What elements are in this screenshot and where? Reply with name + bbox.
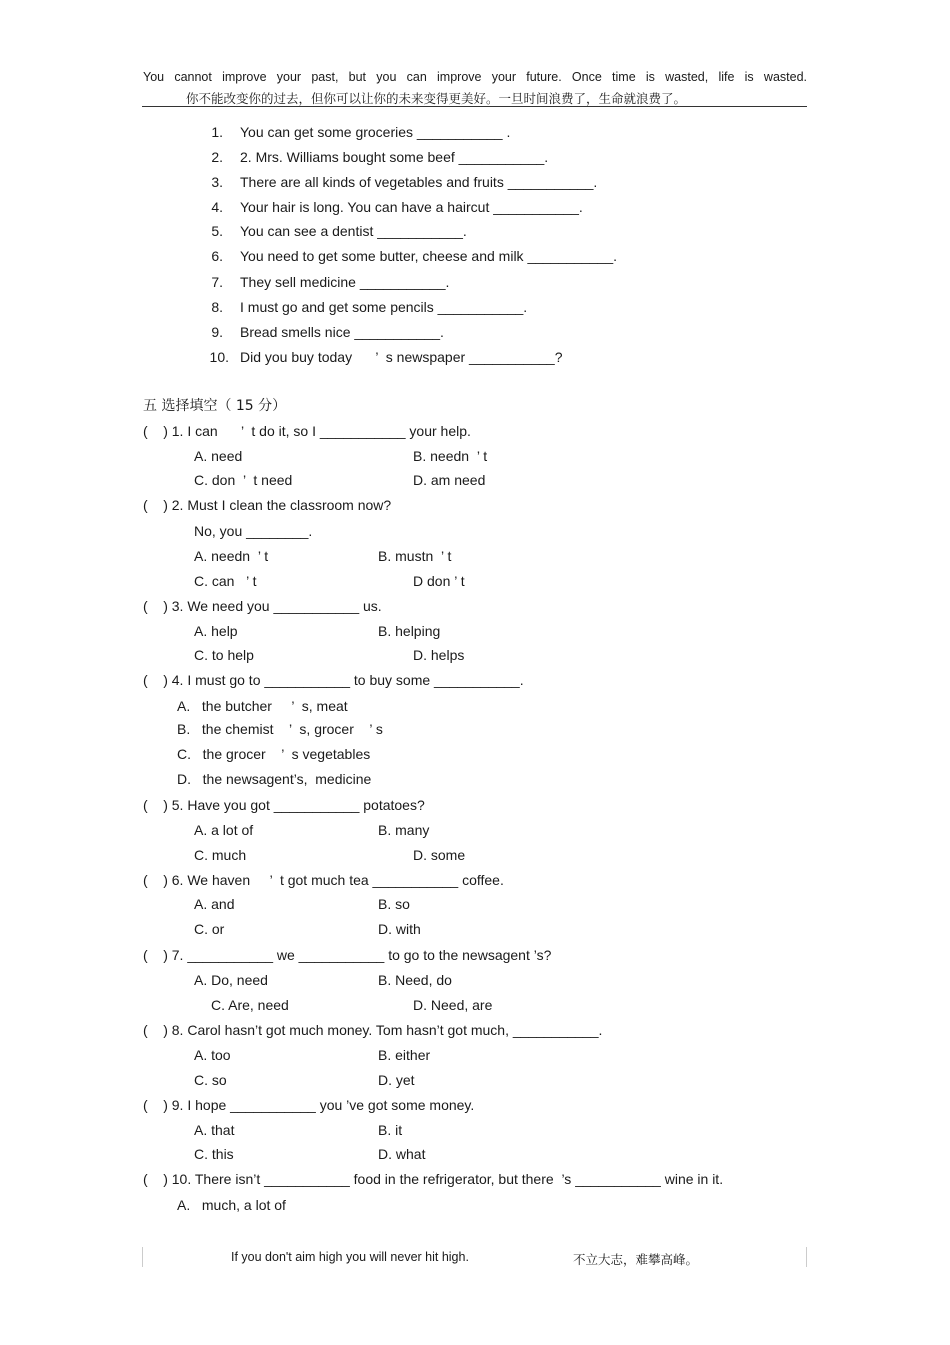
option-c: C. to help (194, 647, 254, 663)
fill-item-number: 8. (211, 299, 223, 315)
option-a: A. help (194, 623, 238, 639)
fill-item-text: There are all kinds of vegetables and fruits ___________. (240, 174, 598, 190)
option-d: D. yet (378, 1072, 415, 1088)
option-a: A. too (194, 1047, 231, 1063)
header-quote-chinese: 你不能改变你的过去，但你可以让你的未来变得更美好。一旦时间浪费了，生命就浪费了。 (186, 91, 687, 106)
option-d: D. am need (413, 472, 486, 488)
option-b: B. so (378, 896, 410, 912)
question-subline: No, you ________. (194, 523, 313, 539)
option-a: A. need (194, 448, 243, 464)
option-b: B. helping (378, 623, 441, 639)
option-a: A. Do, need (194, 972, 268, 988)
option-c: C. can ’ t (194, 573, 257, 589)
fill-item-number: 7. (211, 274, 223, 290)
option-c: C. Are, need (211, 997, 289, 1013)
question-stem: ( ) 1. I can ’ t do it, so I ___________ your help. (143, 423, 471, 439)
section-title: 五 选择填空（ 15 分） (143, 398, 287, 414)
option-d: D don ’ t (413, 573, 465, 589)
option-b: B. needn ’ t (413, 448, 488, 464)
option-a: A. the butcher ’ s, meat (177, 698, 348, 714)
question-stem: ( ) 4. I must go to ___________ to buy some ___________. (143, 672, 524, 688)
option-c: C. the grocer ’ s vegetables (177, 746, 371, 762)
question-stem: ( ) 7. ___________ we ___________ to go to the newsagent ’s? (143, 947, 552, 963)
option-c: C. much (194, 847, 247, 863)
footer-quote-english: If you don't aim high you will never hit high. (231, 1250, 469, 1264)
option-b: B. it (378, 1122, 403, 1138)
option-b: B. mustn ’ t (378, 548, 452, 564)
fill-item-number: 9. (211, 324, 223, 340)
option-b: B. the chemist ’ s, grocer ’ s (177, 721, 383, 737)
question-stem: ( ) 8. Carol hasn’t got much money. Tom hasn’t got much, ___________. (143, 1022, 603, 1038)
fill-item-text: 2. Mrs. Williams bought some beef ___________. (240, 149, 549, 165)
question-stem: ( ) 6. We haven ’ t got much tea ___________ coffee. (143, 872, 504, 888)
option-d: D. what (378, 1146, 426, 1162)
option-d: D. helps (413, 647, 465, 663)
option-d: D. Need, are (413, 997, 493, 1013)
question-stem: ( ) 2. Must I clean the classroom now? (143, 497, 392, 513)
question-stem: ( ) 5. Have you got ___________ potatoes? (143, 797, 425, 813)
option-b: B. Need, do (378, 972, 452, 988)
fill-item-text: I must go and get some pencils ___________. (240, 299, 528, 315)
fill-item-text: Your hair is long. You can have a haircut ___________. (240, 199, 583, 215)
option-a: A. that (194, 1122, 235, 1138)
fill-item-text: Bread smells nice ___________. (240, 324, 444, 340)
fill-item-number: 2. (211, 149, 223, 165)
option-a: A. a lot of (194, 822, 254, 838)
option-a: A. and (194, 896, 235, 912)
footer-border-left (142, 1247, 143, 1267)
fill-item-text: They sell medicine ___________. (240, 274, 450, 290)
fill-item-number: 1. (211, 124, 223, 140)
fill-item-number: 5. (211, 223, 223, 239)
fill-item-text: You need to get some butter, cheese and milk ___________. (240, 248, 617, 264)
question-stem: ( ) 3. We need you ___________ us. (143, 598, 382, 614)
option-c: C. or (194, 921, 225, 937)
option-c: C. so (194, 1072, 227, 1088)
footer-quote-chinese: 不立大志，难攀高峰。 (573, 1252, 699, 1267)
header-divider (142, 106, 807, 107)
fill-item-number: 6. (211, 248, 223, 264)
fill-item-text: You can see a dentist ___________. (240, 223, 467, 239)
option-c: C. this (194, 1146, 234, 1162)
fill-item-text: You can get some groceries ___________ . (240, 124, 511, 140)
option-d: D. some (413, 847, 466, 863)
option-b: B. either (378, 1047, 431, 1063)
footer-border-right (806, 1247, 807, 1267)
fill-item-number: 4. (211, 199, 223, 215)
option-c: C. don ’ t need (194, 472, 293, 488)
fill-item-number: 10. (209, 349, 229, 365)
header-quote-english: You cannot improve your past, but you can improve your future. Once time is wasted, life is wasted. (143, 70, 807, 84)
option-a: A. much, a lot of (177, 1197, 286, 1213)
option-d: D. the newsagent’s, medicine (177, 771, 372, 787)
option-a: A. needn ’ t (194, 548, 269, 564)
option-b: B. many (378, 822, 430, 838)
option-d: D. with (378, 921, 421, 937)
question-stem: ( ) 10. There isn’t ___________ food in the refrigerator, but there ’s ___________ wine in it. (143, 1171, 724, 1187)
fill-item-text: Did you buy today ’ s newspaper ___________? (240, 349, 563, 365)
question-stem: ( ) 9. I hope ___________ you ’ve got some money. (143, 1097, 475, 1113)
fill-item-number: 3. (211, 174, 223, 190)
